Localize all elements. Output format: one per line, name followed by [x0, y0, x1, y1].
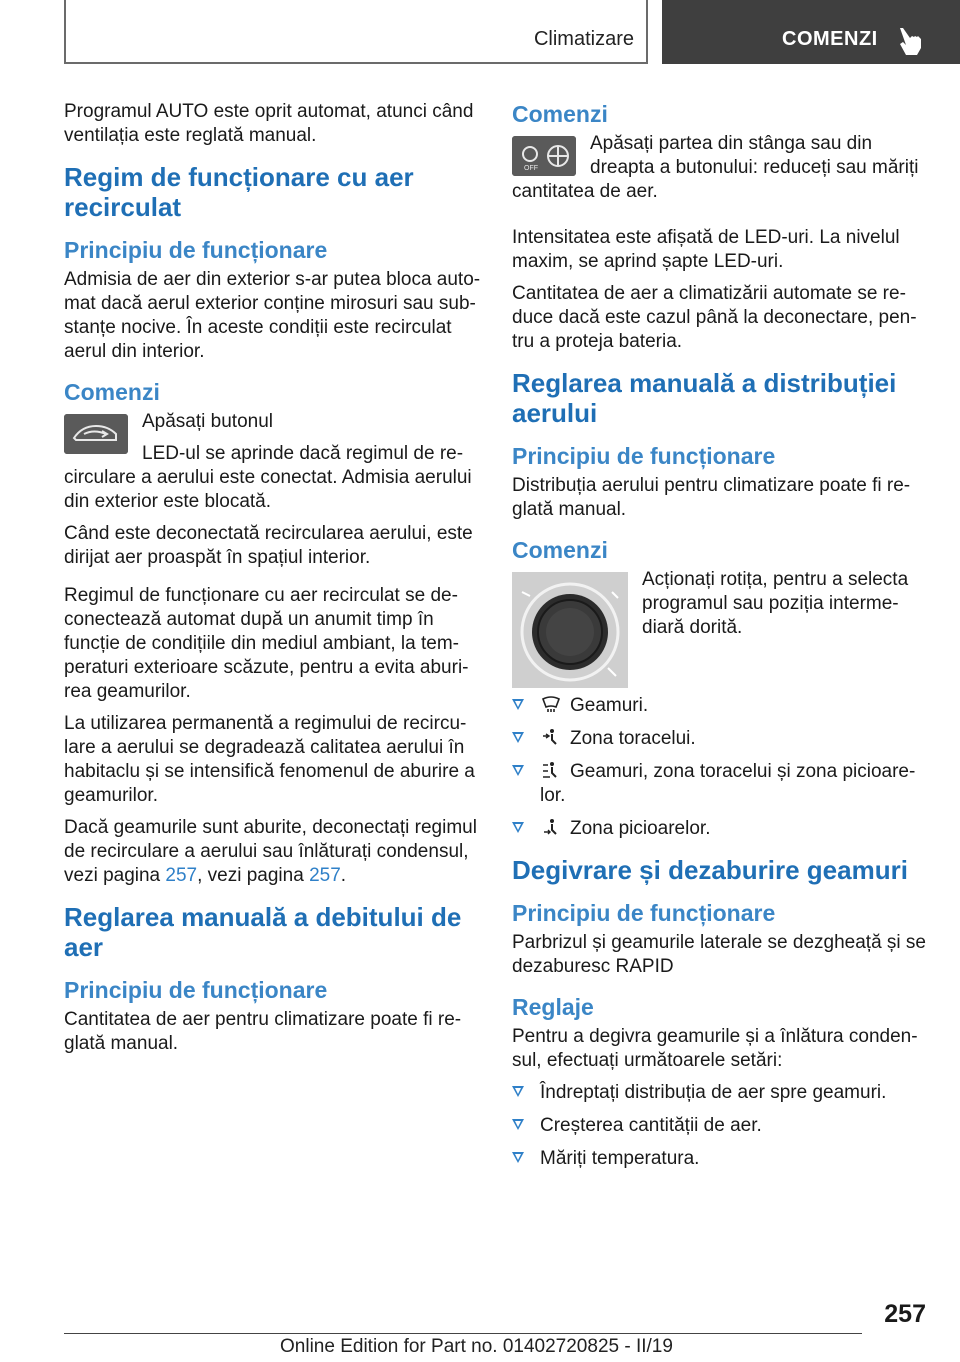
svg-text:OFF: OFF	[524, 165, 538, 172]
step-label: Măriți temperatura.	[540, 1148, 700, 1169]
heading-recirculation: Regim de funcționare cu aer recirculat	[64, 162, 414, 222]
all-zones-icon	[540, 761, 562, 779]
list-item	[512, 694, 928, 718]
text-defrost-steps-intro: Pentru a degivra geamurile și a înlătura conden-sul, efectuați următoarele setări:	[512, 1026, 918, 1071]
fan-button-icon	[512, 136, 576, 176]
left-column	[64, 100, 482, 1064]
heading-controls-3: Comenzi	[512, 537, 608, 563]
heading-defrost: Degivrare și dezaburire geamuri	[512, 855, 908, 885]
mode-label: Zona picioarelor.	[570, 818, 711, 839]
text-fogged-start: Dacă geamurile sunt aburite, deconectați regimul de recirculare a aerului sau înlăturați condensul, vezi pagina	[64, 817, 477, 886]
text-fan-buttons: Apăsați partea din stânga sau din dreapta a butonului: reduceți sau măriți cantitatea de aer.	[512, 133, 919, 202]
heading-principle-4: Principiu de funcționare	[512, 900, 776, 926]
step-label: Îndreptați distribuția de aer spre geamuri.	[540, 1082, 887, 1103]
fan-control-block	[512, 132, 928, 212]
recirculation-control-block	[64, 410, 482, 522]
header-section-box	[64, 0, 648, 64]
mode-label: Zona toracelui.	[570, 728, 696, 749]
heading-settings: Reglaje	[512, 994, 594, 1020]
list-item	[512, 1114, 928, 1138]
heading-principle-1: Principiu de funcționare	[64, 237, 328, 263]
bullet-triangle-icon	[512, 1119, 524, 1130]
text-led: LED-ul se aprinde dacă regimul de re-circulare a aerului este conectat. Admisia aerului din exterior este blocată.	[64, 443, 472, 512]
page-link-2[interactable]: 257	[309, 865, 341, 886]
text-battery: Cantitatea de aer a climatizării automate se re-duce dacă este cazul până la deconectare, pen-tru a proteja bateria.	[512, 283, 917, 352]
footer-divider	[64, 1333, 862, 1334]
page-number: 257	[884, 1300, 926, 1328]
distribution-dial-icon	[512, 572, 628, 688]
recirculation-button-icon	[64, 414, 128, 454]
hand-pointer-icon	[894, 24, 926, 58]
bullet-triangle-icon	[512, 732, 524, 743]
text-auto-off: Regimul de funcționare cu aer recirculat se de-conectează automat după un anumit timp în funcție de condițiile din mediul ambiant, la tem-peraturi exterioare scăzute, pentru a evita aburi-rea geamurilor.	[64, 585, 469, 702]
text-air-quantity: Cantitatea de aer pentru climatizare poate fi re-glată manual.	[64, 1009, 462, 1054]
heading-principle-3: Principiu de funcționare	[512, 443, 776, 469]
section-title: Climatizare	[533, 28, 634, 50]
bullet-triangle-icon	[512, 699, 524, 710]
text-distribution: Distribuția aerului pentru climatizare poate fi re-glată manual.	[512, 475, 911, 520]
upper-body-icon	[540, 728, 562, 746]
bullet-triangle-icon	[512, 765, 524, 776]
windshield-icon	[540, 695, 562, 713]
heading-air-flow: Reglarea manuală a debitului de aer	[64, 902, 462, 962]
dial-control-block	[512, 568, 928, 694]
bullet-triangle-icon	[512, 822, 524, 833]
mode-label: Geamuri.	[570, 695, 649, 716]
intro-text: Programul AUTO este oprit automat, atunci când ventilația este reglată manual.	[64, 101, 474, 146]
text-permanent-use: La utilizarea permanentă a regimului de recircu-lare a aerului se degradează calitatea aerului în habitaclu și se intensifică fenomenul de aburire a geamurilor.	[64, 713, 475, 806]
heading-controls-1: Comenzi	[64, 379, 160, 405]
heading-principle-2: Principiu de funcționare	[64, 977, 328, 1003]
text-windshield: Parbrizul și geamurile laterale se dezgheață și se dezaburesc RAPID	[512, 932, 926, 977]
text-period: .	[340, 865, 347, 886]
text-intensity: Intensitatea este afișată de LED-uri. La nivelul maxim, se aprind șapte LED-uri.	[512, 227, 900, 272]
bullet-triangle-icon	[512, 1152, 524, 1163]
heading-distribution: Reglarea manuală a distribuției aerului	[512, 368, 897, 428]
right-column	[512, 100, 928, 1180]
text-when-off: Când este deconectată recircularea aerului, este dirijat aer proaspăt în spațiul interior.	[64, 523, 473, 568]
footwell-icon	[540, 818, 562, 836]
text-air-intake: Admisia de aer din exterior s-ar putea bloca auto-mat dacă aerul exterior conține mirosuri sau sub-stanțe nocive. În aceste condiții este recirculat aerul din interior.	[64, 269, 481, 362]
list-item	[512, 727, 928, 751]
text-turn-dial: Acționați rotița, pentru a selecta programul sau poziția interme-diară dorită.	[642, 569, 909, 638]
text-see-page: , vezi pagina	[197, 865, 310, 886]
step-label: Creșterea cantității de aer.	[540, 1115, 762, 1136]
list-item	[512, 817, 928, 841]
header-category-box	[662, 0, 960, 64]
footer-edition: Online Edition for Part no. 01402720825 - II/19	[280, 1336, 673, 1357]
text-press-button: Apăsați butonul	[142, 411, 273, 432]
list-item	[512, 1081, 928, 1105]
distribution-modes-list	[512, 694, 928, 841]
list-item	[512, 1147, 928, 1171]
defrost-steps-list	[512, 1081, 928, 1171]
heading-controls-2: Comenzi	[512, 101, 608, 127]
mode-label: Geamuri, zona toracelui și zona picioare-lor.	[540, 761, 916, 806]
bullet-triangle-icon	[512, 1086, 524, 1097]
text-fogged-windows	[64, 816, 482, 888]
page-link-1[interactable]: 257	[165, 865, 198, 886]
list-item	[512, 760, 928, 808]
category-title: COMENZI	[782, 28, 878, 50]
